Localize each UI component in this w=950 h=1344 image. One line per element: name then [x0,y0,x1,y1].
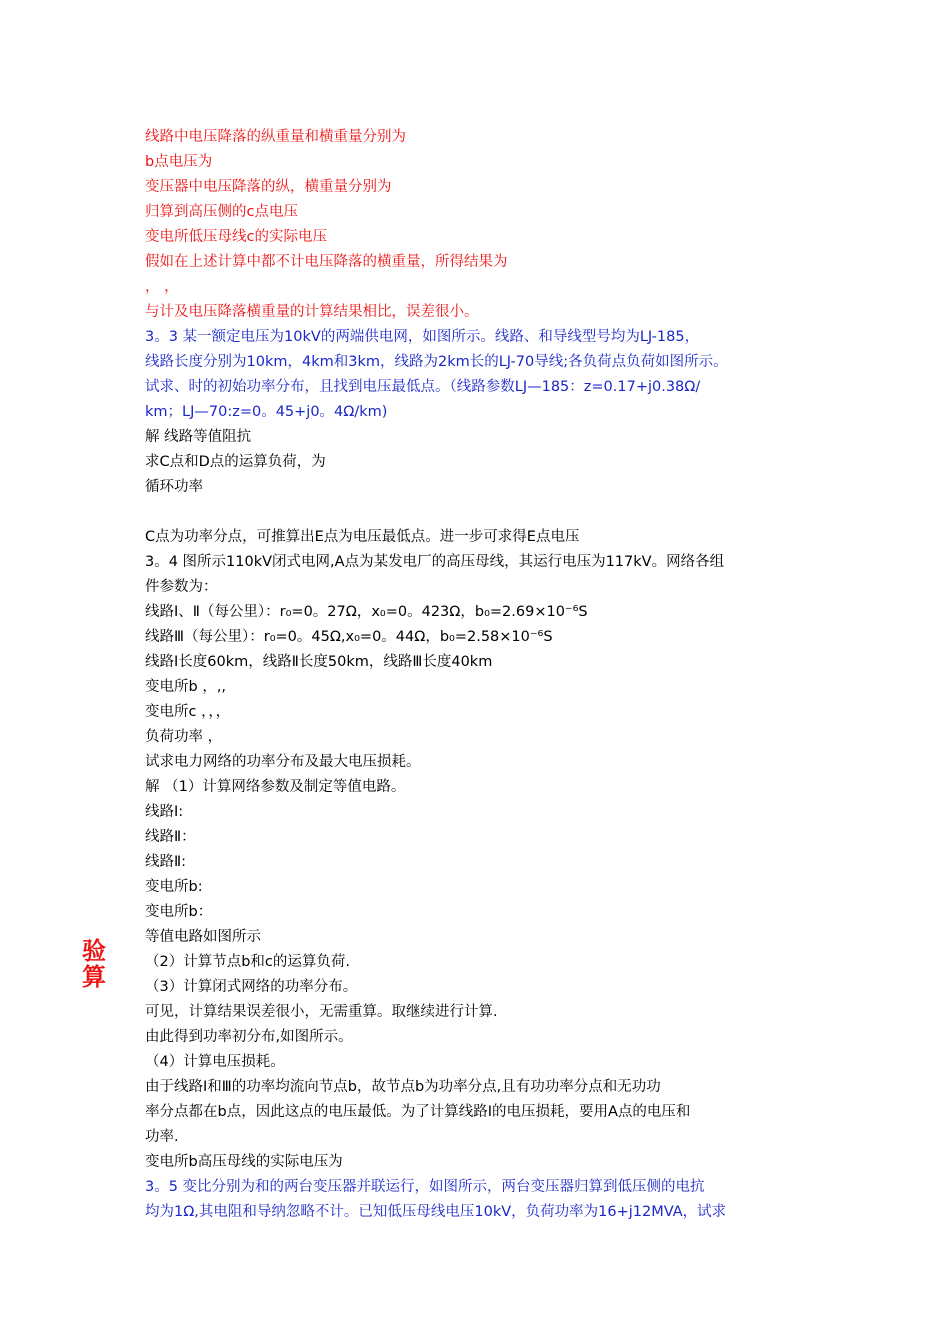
text-line: 率分点都在b点，因此这点的电压最低。为了计算线路Ⅰ的电压损耗，要用A点的电压和 [145,1104,691,1120]
text-line: 线路Ⅰ长度60km，线路Ⅱ长度50km，线路Ⅲ长度40km [145,654,493,670]
text-line: 负荷功率 ， [145,729,223,745]
text-line: ， ， [145,279,179,295]
text-line: C点为功率分点，可推算出E点为电压最低点。进一步可求得E点电压 [145,529,580,545]
text-line: 线路长度分别为10km，4km和3km，线路为2km长的LJ-70导线;各负荷点负荷如图所示。 [145,354,728,370]
text-line: 试求、时的初始功率分布，且找到电压最低点。（线路参数LJ—185：z=0.17+j0.38Ω/ [145,379,701,395]
text-line: 由此得到功率初分布,如图所示。 [145,1029,353,1045]
text-line: 解 线路等值阻抗 [145,429,252,445]
text-line: 等值电路如图所示 [145,929,261,945]
text-line: 线路Ⅰ: [145,804,184,820]
text-line: 3。3 某一额定电压为10kV的两端供电网，如图所示。线路、和导线型号均为LJ-185， [145,329,700,345]
text-line: 与计及电压降落横重量的计算结果相比，误差很小。 [145,304,479,320]
text-line: 功率. [145,1129,179,1145]
text-line: （2）计算节点b和c的运算负荷. [145,954,351,970]
text-line: 3。5 变比分别为和的两台变压器并联运行，如图所示，两台变压器归算到低压侧的电抗 [145,1179,705,1195]
text-line: （4）计算电压损耗。 [145,1054,285,1070]
text-line: 解 （1）计算网络参数及制定等值电路。 [145,779,406,795]
text-line: 变电所c ，，， [145,704,231,720]
text-line: 线路Ⅲ（每公里）：r₀=0。45Ω,x₀=0。44Ω，b₀=2.58×10⁻⁶S [145,629,553,645]
text-line: 线路Ⅱ： [145,829,196,845]
margin-note-verify: 验算 [82,936,106,991]
text-line: 件参数为： [145,579,218,595]
text-line: km；LJ—70:z=0。45+j0。4Ω/km) [145,404,388,420]
text-line: 均为1Ω,其电阻和导纳忽略不计。已知低压母线电压10kV，负荷功率为16+j12MVA，试求 [145,1204,727,1220]
text-line: 线路Ⅱ: [145,854,187,870]
text-line: 变压器中电压降落的纵，横重量分别为 [145,179,392,195]
text-line: 变电所b ，,, [145,679,227,695]
text-line: 变电所低压母线c的实际电压 [145,229,327,245]
text-line: 可见，计算结果误差很小，无需重算。取继续进行计算. [145,1004,498,1020]
text-line: （3）计算闭式网络的功率分布。 [145,979,358,995]
text-line: 3。4 图所示110kV闭式电网,A点为某发电厂的高压母线，其运行电压为117kV。网络各组 [145,554,725,570]
text-line: 变电所b高压母线的实际电压为 [145,1154,343,1170]
text-line: 试求电力网络的功率分布及最大电压损耗。 [145,754,421,770]
text-line: 求C点和D点的运算负荷，为 [145,454,326,470]
text-line: 归算到高压侧的c点电压 [145,204,298,220]
text-line: 由于线路Ⅰ和Ⅲ的功率均流向节点b，故节点b为功率分点,且有功功率分点和无功功 [145,1079,661,1095]
text-line: 循环功率 [145,479,203,495]
text-line: 线路中电压降落的纵重量和横重量分别为 [145,129,406,145]
text-line: 变电所b： [145,904,213,920]
text-line: 假如在上述计算中都不计电压降落的横重量，所得结果为 [145,254,508,270]
text-line: b点电压为 [145,154,213,170]
text-line: 变电所b: [145,879,203,895]
text-line: 线路Ⅰ、Ⅱ（每公里）：r₀=0。27Ω，x₀=0。423Ω，b₀=2.69×10⁻⁶S [145,604,588,620]
